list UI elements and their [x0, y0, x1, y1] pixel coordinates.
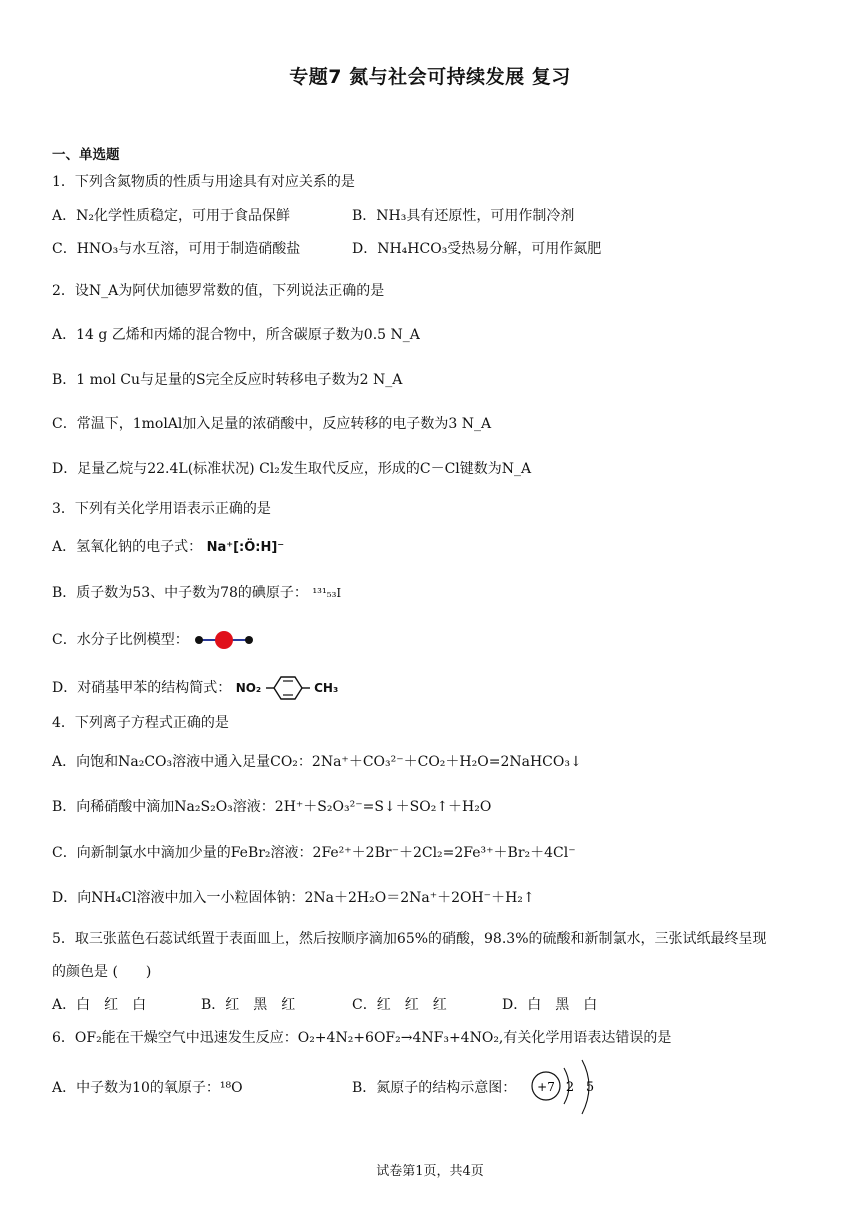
q2-option-b: B．1 mol Cu与足量的S完全反应时转移电子数为2 N_A	[52, 372, 403, 388]
q3-option-c-text: C．水分子比例模型：	[52, 632, 189, 648]
q4-option-b: B．向稀硝酸中滴加Na₂S₂O₃溶液：2H⁺＋S₂O₃²⁻=S↓＋SO₂↑＋H₂O	[52, 799, 492, 815]
q2-option-a: A．14 g 乙烯和丙烯的混合物中，所含碳原子数为0.5 N_A	[52, 327, 420, 343]
q6-option-a: A．中子数为10的氧原子：¹⁸O	[52, 1080, 243, 1096]
q6-option-b	[352, 1078, 516, 1098]
q6-stem: 6．OF₂能在干燥空气中迅速发生反应：O₂+4N₂+6OF₂→4NF₃+4NO₂,有关化学用语表达错误的是	[52, 1030, 672, 1046]
q5-option-b: B．红 黑 红	[201, 997, 296, 1013]
q3-option-b-text: B．质子数为53、中子数为78的碘原子：	[52, 585, 308, 601]
methyl-group-label: CH₃	[314, 681, 339, 695]
q3-option-d	[52, 674, 338, 702]
q3-option-d-text: D．对硝基甲苯的结构简式：	[52, 680, 232, 696]
q4-option-c: C．向新制氯水中滴加少量的FeBr₂溶液：2Fe²⁺＋2Br⁻＋2Cl₂=2Fe³⁺＋Br₂＋4Cl⁻	[52, 845, 576, 861]
q6-option-b-text: B．氮原子的结构示意图：	[352, 1080, 517, 1096]
benzene-ring-icon	[266, 674, 310, 702]
q1-option-a: A．N₂化学性质稳定，可用于食品保鲜	[52, 208, 290, 224]
q4-option-a: A．向饱和Na₂CO₃溶液中通入足量CO₂：2Na⁺＋CO₃²⁻＋CO₂＋H₂O=2NaHCO₃↓	[52, 754, 582, 770]
water-model-icon	[193, 628, 257, 652]
q1-option-c: C．HNO₃与水互溶，可用于制造硝酸盐	[52, 241, 301, 257]
q5-option-a: A．白 红 白	[52, 997, 147, 1013]
q1-option-b: B．NH₃具有还原性，可用作制冷剂	[352, 208, 575, 224]
q4-option-d: D．向NH₄Cl溶液中加入一小粒固体钠：2Na＋2H₂O＝2Na⁺＋2OH⁻＋H₂↑	[52, 890, 535, 906]
q5-stem-cont: 的颜色是 ( )	[52, 964, 152, 980]
nitrogen-atom-structure-diagram	[528, 1056, 608, 1120]
nitro-group-label: NO₂	[235, 681, 262, 695]
isotope-notation: ¹³¹₅₃I	[312, 586, 342, 600]
q2-option-d: D．足量乙烷与22.4L(标准状况) Cl₂发生取代反应，形成的C－Cl键数为N_A	[52, 461, 532, 477]
q5-stem: 5．取三张蓝色石蕊试纸置于表面皿上，然后按顺序滴加65%的硝酸，98.3%的硫酸和新制氯水，三张试纸最终呈现	[52, 931, 767, 947]
section-heading: 一、单选题	[52, 147, 120, 163]
q1-option-d: D．NH₄HCO₃受热易分解，可用作氮肥	[352, 241, 602, 257]
page-title: 专题7 氮与社会可持续发展 复习	[289, 66, 571, 88]
shell-1-electrons: 2	[565, 1080, 575, 1095]
q3-stem: 3．下列有关化学用语表示正确的是	[52, 501, 271, 517]
q1-stem: 1．下列含氮物质的性质与用途具有对应关系的是	[52, 174, 355, 190]
q2-option-c: C．常温下，1molAl加入足量的浓硝酸中，反应转移的电子数为3 N_A	[52, 416, 492, 432]
shell-2-electrons: 5	[585, 1080, 595, 1095]
q3-option-c	[52, 628, 257, 652]
electron-formula-image: Na⁺[:Ö:H]⁻	[206, 540, 285, 555]
q5-option-c: C．红 红 红	[352, 997, 447, 1013]
q3-option-a-text: A．氢氧化钠的电子式：	[52, 539, 203, 555]
q5-option-d: D．白 黑 白	[502, 997, 598, 1013]
q2-stem: 2．设N_A为阿伏加德罗常数的值，下列说法正确的是	[52, 283, 385, 299]
nucleus-charge: +7	[537, 1080, 555, 1094]
q3-option-a	[52, 537, 284, 558]
page-footer: 试卷第1页，共4页	[376, 1164, 484, 1179]
q4-stem: 4．下列离子方程式正确的是	[52, 715, 229, 731]
q3-option-b	[52, 583, 341, 603]
